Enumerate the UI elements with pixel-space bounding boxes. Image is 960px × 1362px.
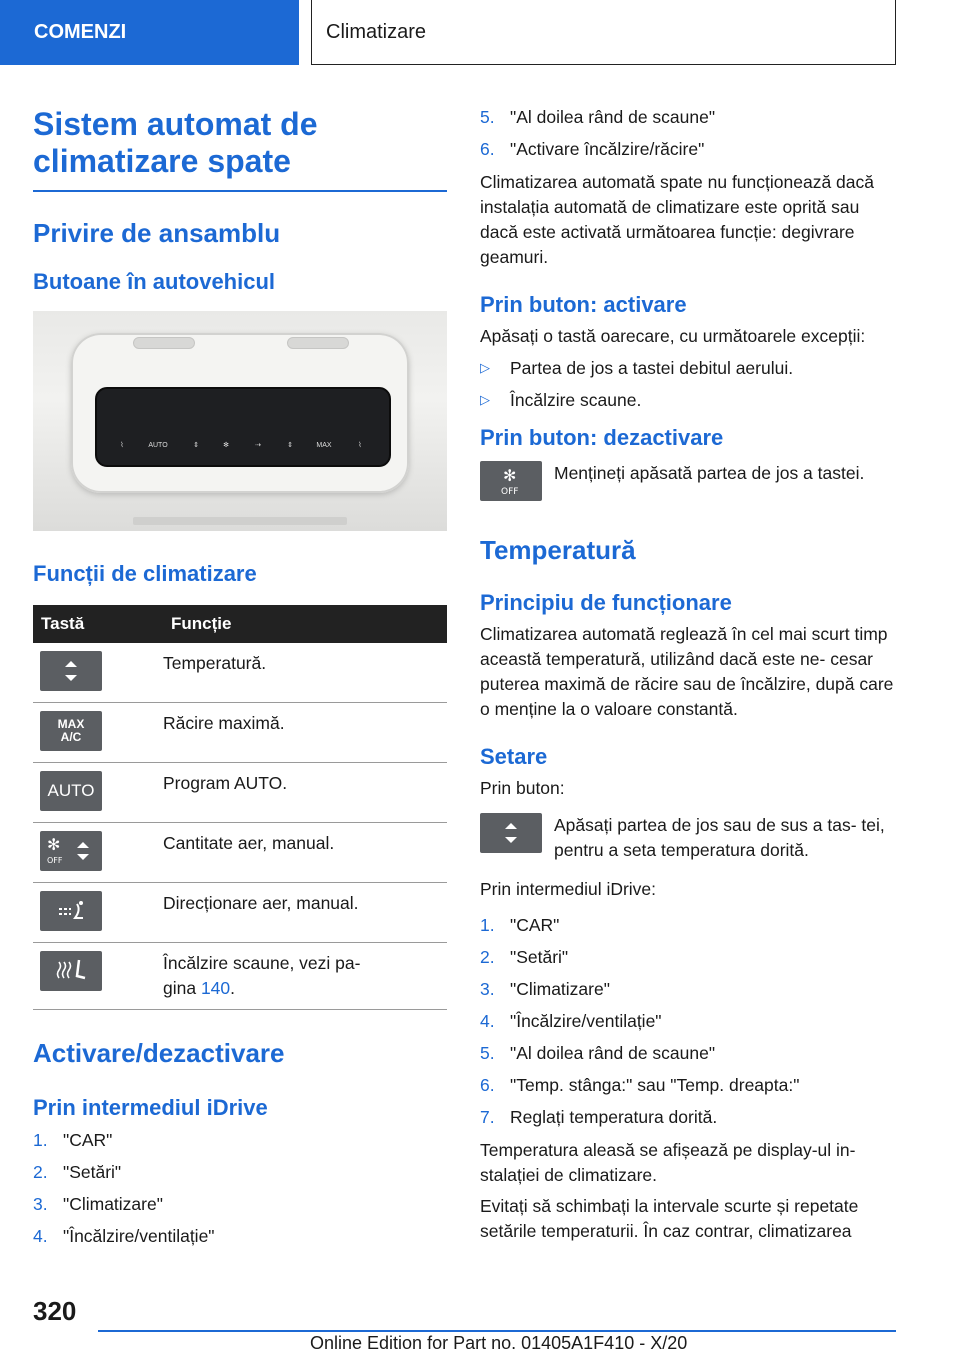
- step-text: "Al doilea rând de scaune": [510, 1043, 716, 1063]
- buttons-heading: Butoane în autovehicul: [33, 268, 276, 294]
- step-number: 5.: [480, 1043, 495, 1063]
- chapter-tab: [311, 0, 896, 65]
- list-item: [480, 914, 900, 936]
- temperature-arrows-icon: [40, 651, 102, 691]
- step-number: 3.: [33, 1193, 48, 1214]
- by-idrive-label: Prin intermediul iDrive:: [480, 879, 657, 899]
- row-text: [163, 942, 447, 1009]
- max-ac-icon: [40, 711, 102, 751]
- table-row: [33, 643, 447, 703]
- panel-air-direction-icon: ⇢: [255, 441, 261, 449]
- section-tab: [0, 0, 299, 65]
- page-link-140[interactable]: 140: [200, 977, 231, 998]
- title-rule: [33, 190, 447, 192]
- step-text: "Activare încălzire/răcire": [510, 139, 705, 159]
- display-text: Temperatura aleasă se afișează pe display-ul in- stalației de climatizare.: [480, 1140, 856, 1185]
- row-text: Program AUTO.: [163, 762, 447, 822]
- list-item: [33, 1129, 447, 1151]
- footer-rule: [98, 1330, 896, 1332]
- title-line-1: Sistem automat de: [33, 106, 318, 142]
- exception-text: Partea de jos a tastei debitul aerului.: [510, 358, 794, 378]
- step-text: "Setări": [510, 947, 569, 967]
- step-text: "CAR": [510, 915, 560, 935]
- panel-seat-heat-left-icon: ⌇: [120, 441, 124, 449]
- panel-temp-left-icon: ⇕: [193, 441, 199, 449]
- table-row: [33, 762, 447, 822]
- off-text: Mențineți apăsată partea de jos a tastei.: [554, 463, 865, 483]
- vent-right: [287, 337, 349, 349]
- functions-heading: Funcții de climatizare: [33, 560, 257, 586]
- temperature-arrows-icon: [480, 813, 542, 853]
- page-number: 320: [33, 1296, 77, 1326]
- table-row: [33, 702, 447, 762]
- idrive-heading: Prin intermediul iDrive: [33, 1094, 268, 1120]
- idrive-steps-list: [33, 1129, 447, 1247]
- svg-text:OFF: OFF: [47, 855, 63, 865]
- table-row: [33, 822, 447, 882]
- on-heading: Prin buton: activare: [480, 292, 687, 317]
- list-item: [480, 1106, 900, 1128]
- by-button-text: Apăsați partea de jos sau de sus a tas- tei, pentru a seta temperatura dorită.: [554, 815, 885, 860]
- edition-text: Online Edition for Part no. 01405A1F410 - X/20: [310, 1333, 688, 1353]
- chapter-label: Climatizare: [326, 20, 427, 43]
- by-button-label: Prin buton:: [480, 778, 565, 798]
- step-text: Reglați temperatura dorită.: [510, 1107, 718, 1127]
- panel-slot: [133, 517, 347, 525]
- activation-heading: Activare/dezactivare: [33, 1037, 285, 1068]
- row-text: Direcționare aer, manual.: [163, 882, 447, 942]
- panel-auto-icon: AUTO: [148, 441, 168, 449]
- continued-steps-list: [480, 106, 900, 160]
- seat-heating-text-1: Încălzire scaune, vezi pa-: [163, 952, 361, 973]
- temperature-steps-list: [480, 914, 900, 1128]
- step-number: 6.: [480, 1075, 495, 1095]
- svg-text:OFF: OFF: [501, 487, 519, 497]
- air-direction-icon: [40, 891, 102, 931]
- row-text: Temperatură.: [163, 643, 447, 703]
- step-number: 3.: [480, 979, 495, 999]
- step-text: "Al doilea rând de scaune": [510, 107, 716, 127]
- avoid-text: Evitați să schimbați la intervale scurte și repetate setările temperaturii. În caz contrar, climatizarea: [480, 1196, 859, 1241]
- table-row: [33, 942, 447, 1009]
- list-item: [480, 1010, 900, 1032]
- col-function-header: Funcție: [163, 605, 447, 643]
- left-column: [33, 100, 447, 1257]
- off-instruction: [480, 461, 900, 501]
- step-number: 2.: [33, 1161, 48, 1182]
- step-text: "Încălzire/ventilație": [510, 1011, 662, 1031]
- seat-heating-text-2: gina: [163, 977, 201, 998]
- list-item: [480, 106, 900, 128]
- fan-off-icon: [480, 461, 542, 501]
- step-number: 6.: [480, 139, 495, 159]
- triangle-bullet-icon: ▷: [480, 392, 490, 407]
- setting-heading: Setare: [480, 744, 548, 769]
- step-text: "Climatizare": [510, 979, 610, 999]
- list-item: [480, 138, 900, 160]
- row-text: Cantitate aer, manual.: [163, 822, 447, 882]
- list-item: [33, 1161, 447, 1183]
- list-item: [480, 978, 900, 1000]
- table-header-row: [33, 605, 447, 643]
- list-item: [33, 1193, 447, 1215]
- overview-heading: Privire de ansamblu: [33, 217, 281, 248]
- step-text: "Încălzire/ventilație": [63, 1225, 215, 1246]
- step-number: 4.: [480, 1011, 495, 1031]
- step-number: 4.: [33, 1225, 48, 1246]
- on-exceptions-list: [480, 357, 900, 411]
- section-label: COMENZI: [34, 21, 127, 43]
- triangle-bullet-icon: ▷: [480, 360, 490, 375]
- seat-heating-icon: [40, 951, 102, 991]
- exception-text: Încălzire scaune.: [510, 390, 642, 410]
- temperature-heading: Temperatură: [480, 535, 636, 565]
- table-row: [33, 882, 447, 942]
- step-text: "Climatizare": [63, 1193, 163, 1214]
- vent-left: [133, 337, 195, 349]
- col-key-header: Tastă: [33, 605, 163, 643]
- by-button-instruction: [480, 813, 900, 863]
- step-number: 5.: [480, 107, 495, 127]
- seat-heating-text-end: .: [230, 977, 236, 998]
- off-heading: Prin buton: dezactivare: [480, 425, 724, 450]
- step-number: 7.: [480, 1107, 495, 1127]
- step-number: 2.: [480, 947, 495, 967]
- rear-climate-note: Climatizarea automată spate nu funcționează dacă instalația automată de climatizare este oprită sau dacă este activată următoarea funcție: degivrare geamuri.: [480, 172, 874, 267]
- panel-temp-right-icon: ⇕: [287, 441, 293, 449]
- max-ac-label: MAX A/C: [57, 716, 85, 744]
- functions-table: [33, 605, 447, 1010]
- step-number: 1.: [480, 915, 495, 935]
- step-text: "CAR": [63, 1129, 113, 1150]
- page-title: [33, 106, 447, 180]
- list-item: [480, 1074, 900, 1096]
- svg-text:✻: ✻: [503, 466, 517, 485]
- step-text: "Setări": [63, 1161, 122, 1182]
- list-item: [480, 946, 900, 968]
- panel-seat-heat-right-icon: ⌇: [358, 441, 362, 449]
- panel-max-ac-icon: MAX: [316, 441, 332, 449]
- row-text: Răcire maximă.: [163, 702, 447, 762]
- title-line-2: climatizare spate: [33, 143, 291, 179]
- list-item: [480, 1042, 900, 1064]
- principle-text: Climatizarea automată reglează în cel mai scurt timp această temperatură, utilizând dacă este ne- cesar puterea maximă de răcire sau de încălzire, după care o menține la o valoare constantă.: [480, 624, 894, 719]
- principle-heading: Principiu de funcționare: [480, 590, 732, 615]
- step-number: 1.: [33, 1129, 48, 1150]
- list-item: [33, 1225, 447, 1247]
- fan-off-arrows-icon: [40, 831, 102, 871]
- auto-label: AUTO: [47, 781, 95, 800]
- auto-icon: [40, 771, 102, 811]
- rear-climate-panel-photo: [33, 311, 447, 531]
- svg-text:✻: ✻: [47, 834, 61, 854]
- panel-fan-icon: ✻: [223, 441, 229, 449]
- list-item: [480, 389, 900, 411]
- on-text: Apăsați o tastă oarecare, cu următoarele excepții:: [480, 326, 866, 346]
- step-text: "Temp. stânga:" sau "Temp. dreapta:": [510, 1075, 800, 1095]
- list-item: [480, 357, 900, 379]
- control-panel: [95, 387, 391, 467]
- right-column: [480, 100, 900, 1244]
